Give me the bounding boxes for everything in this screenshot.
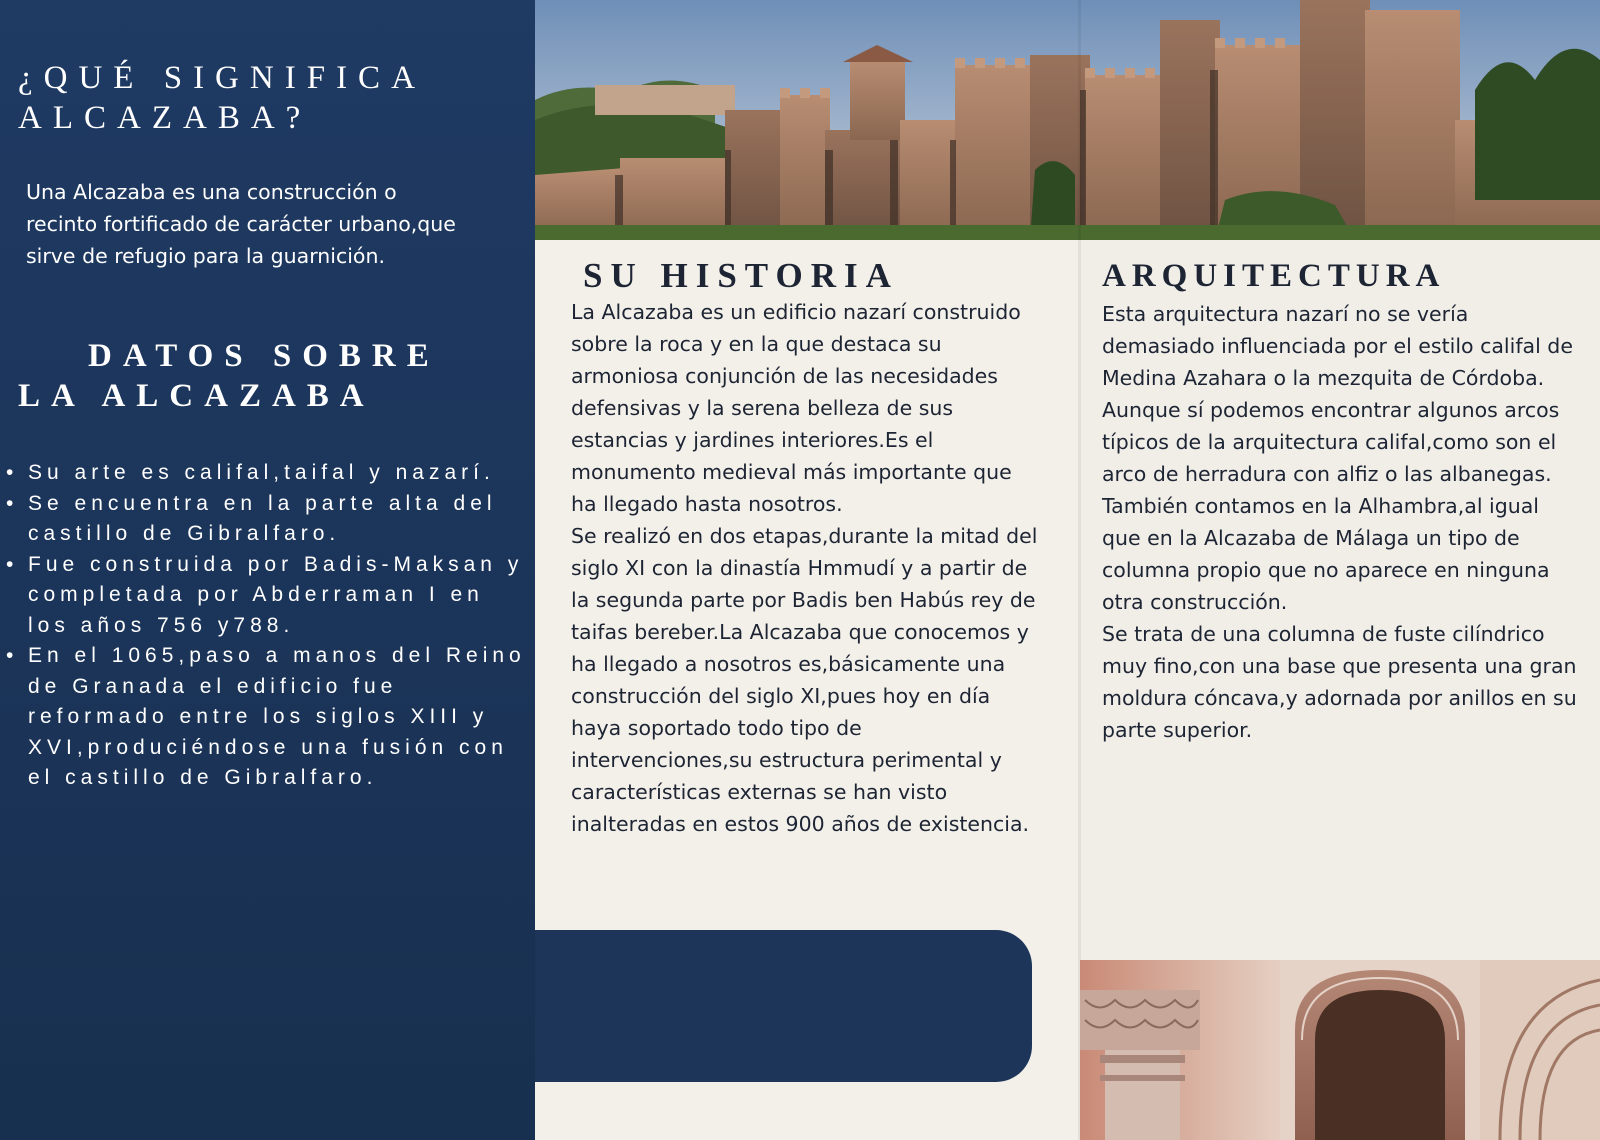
fact-item: • En el 1065,paso a manos del Reino de Granada el edificio fue reformado entre los siglos XIII y XVI,produciéndose una fusión con el castillo de Gibralfaro. [6, 641, 526, 794]
left-panel [0, 0, 535, 1140]
historia-title: SU HISTORIA [583, 256, 899, 295]
historia-body: La Alcazaba es un edificio nazarí construido sobre la roca y en la que destaca su armoniosa conjunción de las necesidades defensivas y la serena belleza de sus estancias y jardines interiores.Es el monumento medieval más importante que ha llegado hasta nosotros. Se realizó en dos etapas,durante la mitad del siglo XI con la dinastía Hmmudí y a partir de la segunda parte por Badis ben Habús rey de taifas bereber.La Alcazaba que conocemos y ha llegado a nosotros es,básicamente una construcción del siglo XI,pues hoy en día haya soportado todo tipo de intervenciones,su estructura perimental y características externas se han visto inalteradas en estos 900 años de existencia. [571, 300, 1038, 836]
arches-columns-photo [1080, 960, 1600, 1140]
navy-decorative-box [535, 930, 1032, 1082]
facts-list [6, 458, 526, 794]
datos-title-line1: DATOS SOBRE [88, 338, 440, 374]
arquitectura-title: ARQUITECTURA [1102, 258, 1446, 294]
alcazaba-walls-photo [535, 0, 1600, 240]
fact-item: • Fue construida por Badis-Maksan y completada por Abderraman I en los años 756 y788. [6, 550, 526, 642]
arquitectura-body: Esta arquitectura nazarí no se vería demasiado influenciada por el estilo califal de Medina Azahara o la mezquita de Córdoba. Aunque sí podemos encontrar algunos arcos típicos de la arquitectura califal,como son el arco de herradura con alfiz o las albanegas. También contamos en la Alhambra,al igual que en la Alcazaba de Málaga un tipo de columna propio que no aparece en ninguna otra construcción. Se trata de una columna de fuste cilíndrico muy fino,con una base que presenta una gran moldura cóncava,y adornada por anillos en su parte superior. [1102, 302, 1577, 742]
alcazaba-definition: Una Alcazaba es una construcción o recinto fortificado de carácter urbano,que sirve de refugio para la guarnición. [26, 180, 456, 268]
datos-title [18, 336, 528, 416]
fact-item: • Su arte es califal,taifal y nazarí. [6, 458, 526, 489]
datos-title-line2: LA ALCAZABA [18, 378, 375, 414]
que-significa-title: ¿QUÉ SIGNIFICA ALCAZABA? [18, 60, 425, 136]
arquitectura-panel [1080, 240, 1600, 960]
historia-panel [535, 240, 1080, 1140]
fact-item: • Se encuentra en la parte alta del castillo de Gibralfaro. [6, 489, 526, 550]
